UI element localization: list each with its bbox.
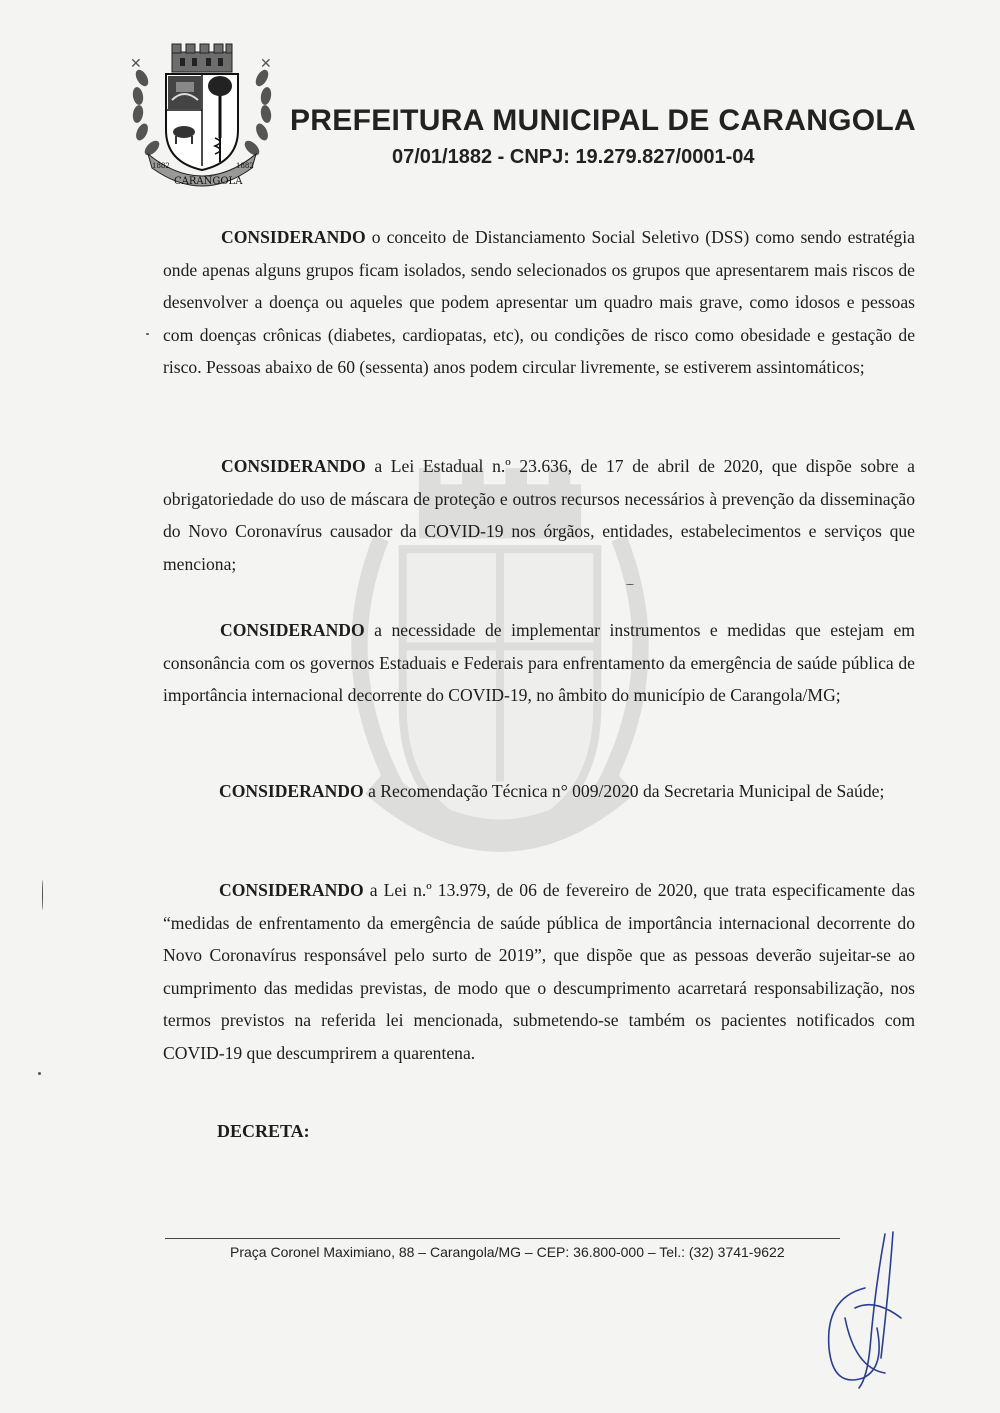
svg-text:✕: ✕ [260,56,272,72]
decree-heading: DECRETA: [217,1121,310,1141]
paragraph-considerando-5 [163,874,915,1069]
paragraph-lead: CONSIDERANDO [221,456,366,476]
svg-text:✕: ✕ [130,56,142,72]
paragraph-lead: CONSIDERANDO [219,781,364,801]
paragraph-text: a Lei n.º 13.979, de 06 de fevereiro de 2020, que trata especificamente das “medidas de enfrentamento da emergência de saúde pública de importância internacional decorrente do Novo Coronavírus responsável pelo surto de 2019”, que dispõe que as pessoas deverão sujeitar-se ao cumprimento das medidas previstas, de modo que o descumprimento acarretará responsabilização, nos termos previstos na referida lei mencionada, submetendo-se também os pacientes notificados com COVID-19 que descumprirem a quarentena. [163,880,915,1063]
paragraph-considerando-1 [163,221,915,384]
scan-speck [626,584,634,585]
signature-icon [815,1228,920,1393]
paragraph-text: a Lei Estadual n.º 23.636, de 17 de abril de 2020, que dispõe sobre a obrigatoriedade do uso de máscara de proteção e outros recursos necessários à prevenção da disseminação do Novo Coronavírus causador da COVID-19 nos órgãos, entidades, estabelecimentos e serviços que menciona; [163,456,915,574]
paragraph-considerando-2 [163,450,915,580]
paragraph-text: a Recomendação Técnica n° 009/2020 da Secretaria Municipal de Saúde; [363,781,885,801]
organization-subtitle: 07/01/1882 - CNPJ: 19.279.827/0001-04 [392,146,755,168]
paragraph-text: o conceito de Distanciamento Social Seletivo (DSS) como sendo estratégia onde apenas alguns grupos ficam isolados, sendo selecionados os grupos que apresentarem mais riscos de desenvolver a doença ou aqueles que podem apresentar um quadro mais grave, como idosos e pessoas com doenças crônicas (diabetes, cardiopatas, etc), ou condições de risco como obesidade e gestação de risco. Pessoas abaixo de 60 (sessenta) anos podem circular livremente, se estiverem assintomáticos; [163,227,915,377]
scan-speck [38,1072,41,1075]
scan-speck [146,333,149,335]
paragraph-considerando-3 [163,614,915,712]
footer-address: Praça Coronel Maximiano, 88 – Carangola/MG – CEP: 36.800-000 – Tel.: (32) 3741-9622 [230,1244,785,1260]
crest-year-right: 1882 [236,162,254,170]
scan-speck [42,880,43,910]
coat-of-arms-icon [128,38,276,188]
paragraph-lead: CONSIDERANDO [219,880,364,900]
paragraph-lead: CONSIDERANDO [220,620,365,640]
paragraph-text: a necessidade de implementar instrumentos e medidas que estejam em consonância com os governos Estaduais e Federais para enfrentamento da emergência de saúde pública de importância internacional decorrente do COVID-19, no âmbito do município de Carangola/MG; [163,620,915,705]
crest-city: CARANGOLA [174,176,243,187]
paragraph-lead: CONSIDERANDO [221,227,366,247]
organization-name: PREFEITURA MUNICIPAL DE CARANGOLA [290,104,917,137]
paragraph-considerando-4 [163,775,915,808]
crest-year-left: 1882 [152,162,170,170]
footer-divider [165,1238,840,1239]
